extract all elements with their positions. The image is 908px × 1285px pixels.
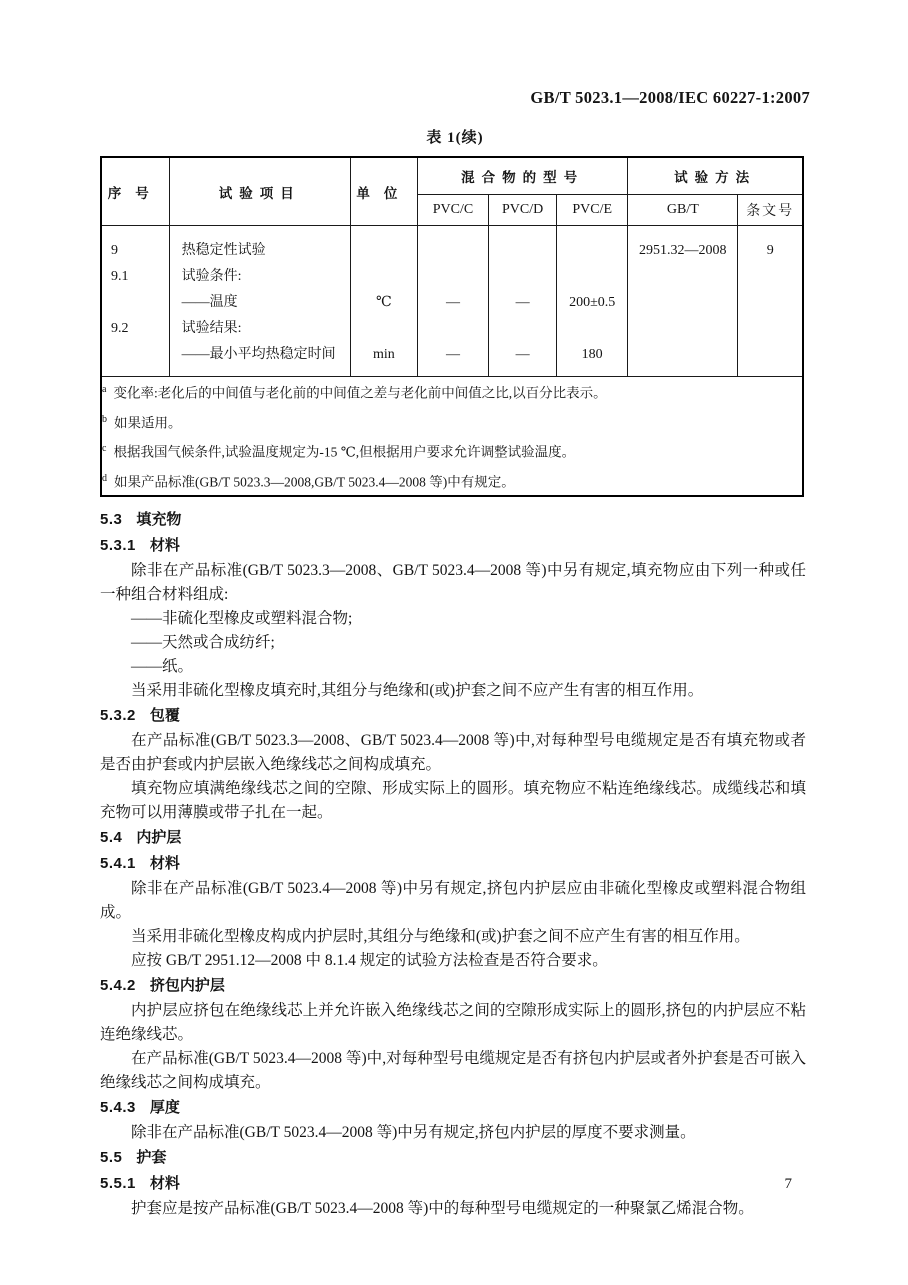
col-header-pvc-d: PVC/D xyxy=(489,195,557,226)
test-requirements-table xyxy=(100,156,804,497)
footnote-marker: c xyxy=(102,443,107,454)
col-header-gbt: GB/T xyxy=(628,195,738,226)
paragraph: 填充物应填满绝缘线芯之间的空隙、形成实际上的圆形。填充物应不粘连绝缘线芯。成缆线芯和填充物可以用薄膜或带子扎在一起。 xyxy=(100,780,806,821)
paragraph: 内护层应挤包在绝缘线芯上并允许嵌入绝缘线芯之间的空隙形成实际上的圆形,挤包的内护层应不粘连绝缘线芯。 xyxy=(100,1002,806,1043)
section-heading-5-3-1: 5.3.1 材料 xyxy=(100,537,180,554)
paragraph: 在产品标准(GB/T 5023.4—2008 等)中,对每种型号电缆规定是否有挤包内护层或者外护套是否可嵌入绝缘线芯之间构成填充。 xyxy=(100,1050,806,1091)
paragraph: 当采用非硫化型橡皮构成内护层时,其组分与绝缘和(或)护套之间不应产生有害的相互作用。 xyxy=(131,928,750,945)
footnote-marker: d xyxy=(102,472,107,484)
footnotes-cell xyxy=(101,377,803,497)
cell-pvc-c: — — xyxy=(417,226,488,377)
footnote-text: 根据我国气候条件,试验温度规定为-15 ℃,但根据用户要求允许调整试验温度。 xyxy=(113,444,576,460)
section-heading-5-4-1: 5.4.1 材料 xyxy=(100,855,180,872)
table-footnotes-row xyxy=(101,377,803,497)
document-header: GB/T 5023.1—2008/IEC 60227-1:2007 xyxy=(530,88,810,107)
footnote-text: 如果产品标准(GB/T 5023.3—2008,GB/T 5023.4—2008 等)中有规定。 xyxy=(114,474,515,489)
footnote-marker: a xyxy=(102,384,107,395)
footnote-c xyxy=(102,436,802,466)
footnote-d xyxy=(102,466,802,496)
section-heading-5-3: 5.3 填充物 xyxy=(100,511,182,528)
table-title: 表 1(续) xyxy=(426,130,484,146)
paragraph: 除非在产品标准(GB/T 5023.4—2008 等)中另有规定,挤包内护层应由非硫化型橡皮或塑料混合物组成。 xyxy=(100,880,806,921)
dash-list-item: ——天然或合成纺纤; xyxy=(131,634,275,651)
cell-pvc-d: — — xyxy=(489,226,557,377)
paragraph: 护套应是按产品标准(GB/T 5023.4—2008 等)中的每种型号电缆规定的一种聚氯乙烯混合物。 xyxy=(131,1200,754,1217)
col-group-compound-type: 混合物的型号 xyxy=(417,157,627,195)
dash-list-item: ——非硫化型橡皮或塑料混合物; xyxy=(131,610,353,627)
section-heading-5-5-1: 5.5.1 材料 xyxy=(100,1175,180,1192)
footnote-text: 变化率:老化后的中间值与老化前的中间值之差与老化前中间值之比,以百分比表示。 xyxy=(113,385,607,401)
footnote-text: 如果适用。 xyxy=(114,415,182,430)
cell-clause-number: 9 xyxy=(738,226,803,377)
cell-serial: 9 9.1 9.2 xyxy=(101,226,169,377)
paragraph: 当采用非硫化型橡皮填充时,其组分与绝缘和(或)护套之间不应产生有害的相互作用。 xyxy=(131,682,704,699)
document-body xyxy=(100,507,806,1221)
cell-pvc-e: 200±0.5 180 xyxy=(557,226,628,377)
section-heading-5-4-2: 5.4.2 挤包内护层 xyxy=(100,977,225,994)
col-header-pvc-e: PVC/E xyxy=(557,195,628,226)
col-header-clause: 条文号 xyxy=(738,195,803,226)
paragraph: 在产品标准(GB/T 5023.3—2008、GB/T 5023.4—2008 等)中,对每种型号电缆规定是否有填充物或者是否由护套或内护层嵌入绝缘线芯之间构成填充。 xyxy=(100,732,806,773)
col-header-test-item: 试验项目 xyxy=(169,157,350,226)
dash-list-item: ——纸。 xyxy=(131,658,194,675)
footnote-b xyxy=(102,407,802,437)
section-heading-5-3-2: 5.3.2 包覆 xyxy=(100,707,180,724)
col-group-test-method: 试验方法 xyxy=(628,157,803,195)
section-heading-5-5: 5.5 护套 xyxy=(100,1149,167,1166)
table-body-row xyxy=(101,226,803,377)
cell-gbt-standard: 2951.32—2008 xyxy=(628,226,738,377)
page-number: 7 xyxy=(784,1176,792,1192)
footnote-marker: b xyxy=(102,413,107,425)
cell-unit: ℃ min xyxy=(350,226,417,377)
col-header-unit: 单位 xyxy=(350,157,417,226)
col-header-pvc-c: PVC/C xyxy=(417,195,488,226)
footnote-a xyxy=(102,377,802,407)
cell-test-item: 热稳定性试验 试验条件: ——温度 试验结果: ——最小平均热稳定时间 xyxy=(169,226,350,377)
section-heading-5-4: 5.4 内护层 xyxy=(100,829,182,846)
section-heading-5-4-3: 5.4.3 厚度 xyxy=(100,1099,180,1116)
col-header-serial: 序号 xyxy=(101,157,169,226)
paragraph: 应按 GB/T 2951.12—2008 中 8.1.4 规定的试验方法检查是否符合要求。 xyxy=(131,952,608,969)
paragraph: 除非在产品标准(GB/T 5023.3—2008、GB/T 5023.4—2008 等)中另有规定,填充物应由下列一种或任一种组合材料组成: xyxy=(100,562,806,603)
paragraph: 除非在产品标准(GB/T 5023.4—2008 等)中另有规定,挤包内护层的厚度不要求测量。 xyxy=(131,1124,696,1141)
